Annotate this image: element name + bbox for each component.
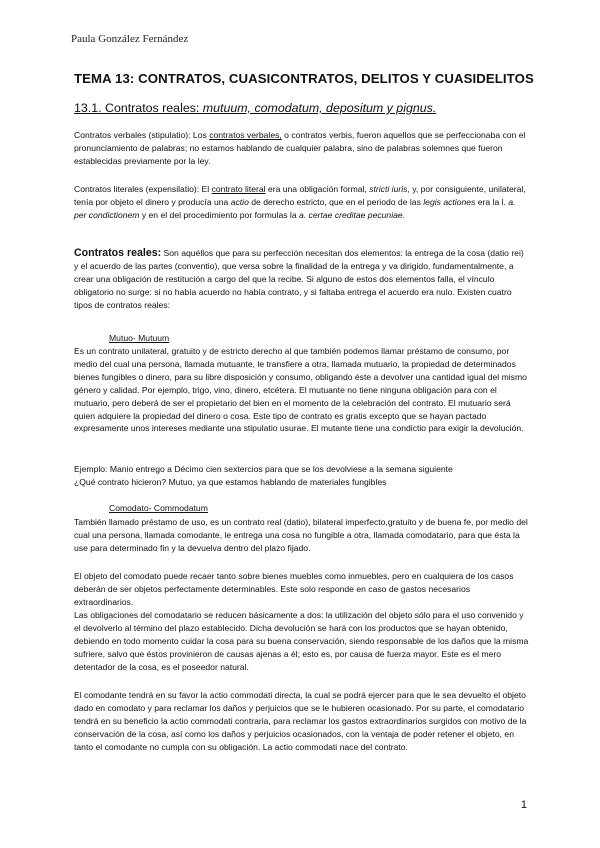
p1-underlined: contratos verbales,: [209, 130, 282, 140]
page-number: 1: [520, 799, 527, 811]
p2-m: .: [402, 210, 406, 220]
real-contracts-heading: Contratos reales:: [74, 247, 162, 259]
p2-i: era la l.: [475, 197, 509, 207]
p1-rest: o contratos verbis, fueron aquellos que se perfeccionaba con el pronunciamiento de palabras; no estamos hablando de cualquier palabra, sino de palabras solemnes que fueron establecidas previamente por la ley.: [74, 130, 526, 166]
subtitle-italic: mutuum, comodatum, depositum y pignus.: [202, 101, 437, 115]
author-header: Paula González Fernández: [71, 33, 189, 45]
p2-l: a. certae creditae pecuniae: [299, 210, 403, 220]
p2-c: era una obligación formal,: [265, 184, 370, 194]
p2-k: y en el del procedimiento por formulas la: [139, 210, 299, 220]
comodato-paragraph-4: El comodante tendrá en su favor la actio commodati directa, la cual se podrá ejercer para que le sea devuelto el objeto dado en comodato y para reclamar los daños y perjuicios que se le hubieren ocasionado. Por su parte, el comodatario tendrá en su beneficio la actio commodati contraria, para reclamar los gastos extraordinarios surgidos con motivo de la conservación de la cosa, así como los daños y perjuicios ocasionados, con la ventaja de poder retener el objeto, en tanto el comodante no cumpla con su obligación. La actio commodati nace del contrato.: [74, 690, 527, 752]
p2-h: legis actiones: [423, 197, 476, 207]
paragraph-verbal-contracts: [74, 129, 529, 168]
chapter-title: TEMA 13: CONTRATOS, CUASICONTRATOS, DELITOS Y CUASIDELITOS: [74, 71, 534, 86]
mutuo-example: Ejemplo: Manio entrego a Décimo cien sextercios para que se los devolviese a la semana siguiente: [74, 464, 453, 474]
p2-a: Contratos literales (expensilatio): El: [74, 184, 212, 194]
mutuo-body: Es un contrato unilateral, gratuito y de estricto derecho al que también podemos llamar préstamo de consumo, por medio del cual una persona, llamada mutuante, le transfiere a otra, llamada mutuario, la propiedad de determinados bienes fungibles o dinero, para su libre disposición y consumo, obligando éste a devolver una cantidad igual del mismo género y calidad. Por ejemplo, trigo, vino, dinero, etcétera. El mutuante no tiene ninguna obligación para con el mutuario, pero deberá de ser el propietario del bien en el momento de la celebración del contrato. El mutuario será quien adquiere la propiedad del dinero o cosa. Este tipo de contrato es gratis excepto que se hayan pactado expresamente unos intereses mediante una stipulatio usurae. El mutante tiene una condictio para exigir la devolución.: [74, 346, 527, 434]
comodato-paragraph-2: El objeto del comodato puede recaer tanto sobre bienes muebles como inmuebles, pero en cualquiera de los casos deberán de ser objetos perfectamente determinables. Este solo responde en caso de gastos necesarios extraordinarios.: [74, 571, 514, 607]
p2-f: actio: [230, 197, 249, 207]
p2-d: stricti iuris: [369, 184, 408, 194]
paragraph-real-contracts: [74, 247, 529, 312]
mutuo-heading: Mutuo- Mutuum: [109, 333, 170, 343]
p1-lead: Contratos verbales (stipulatio): Los: [74, 130, 210, 140]
p2-j: a. per condictionem: [74, 197, 516, 220]
real-contracts-text: Son aquéllos que para su perfección necesitan dos elementos: la entrega de la cosa (datio rei) y el acuerdo de las partes (conventio), que versa sobre la finalidad de la entrega y va dirigido, fundamentalmente, a crear una obligación de restitución a cargo del que la recibe. Si alguno de estos dos elementos falla, el vínculo obligatorio no surge: si no había acuerdo no había contrato, y si faltaba entrega el acuerdo era nulo. Existen cuatro tipos de contratos reales:: [74, 248, 524, 310]
mutuo-example-answer: ¿Qué contrato hicieron? Mutuo, ya que estamos hablando de materiales fungibles: [74, 477, 387, 487]
p2-g: de derecho estricto, que en el periodo de las: [248, 197, 424, 207]
p2-b: contrato literal: [211, 184, 266, 194]
paragraph-literal-contracts: [74, 183, 529, 222]
subtitle-prefix: 13.1. Contratos reales:: [74, 101, 203, 115]
section-subtitle: [74, 101, 436, 115]
comodato-paragraph-1: También llamado préstamo de uso, es un contrato real (datio), bilateral imperfecto,gratuito y de buena fe, por medio del cual una persona, llamada comodante, le entrega una cosa no fungible a otra, llamada comodatario, para que ésta la use para determinado fin y la devuelva dentro del plazo fijado.: [74, 517, 528, 553]
comodato-heading: Comodato- Commodatum: [109, 503, 208, 513]
comodato-paragraph-3: Las obligaciones del comodatario se reducen básicamente a dos: la utilización del objeto sólo para el uso convenido y el devolverlo al término del plazo establecido. Dicha devolución se hará con los productos que se hayan obtenido, debiendo en todo momento cuidar la cosa para su buena conservación, siendo responsable de los daños que la misma sufriere, salvo que éstos provinieron de causas ajenas a él; esto es, por causa de fuerza mayor. Este es el mero detentador de la cosa, es el poseedor natural.: [74, 610, 529, 672]
p2-e: , y, por consiguiente, unilateral, tenía por objeto el dinero y producía una: [74, 184, 526, 207]
